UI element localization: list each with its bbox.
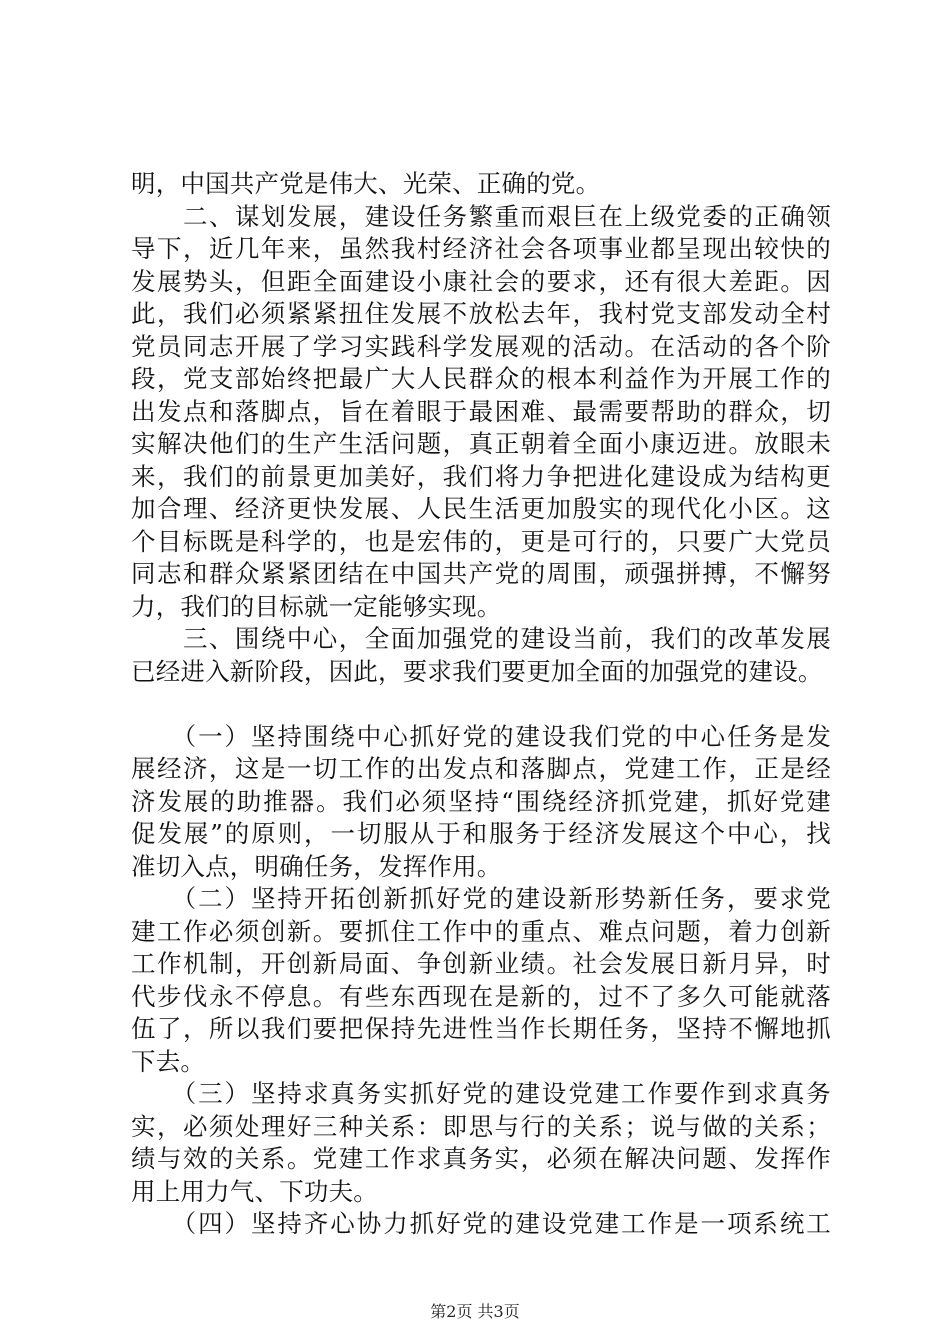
text-line: 展经济，这是一切工作的出发点和落脚点，党建工作，正是经 xyxy=(131,754,831,783)
text-line: （四）坚持齐心协力抓好党的建设党建工作是一项系统工 xyxy=(131,1209,831,1238)
text-line: 党员同志开展了学习实践科学发展观的活动。在活动的各个阶 xyxy=(131,331,831,361)
blank-line xyxy=(131,688,831,721)
text-line: （二）坚持开拓创新抓好党的建设新形势新任务，要求党 xyxy=(131,884,831,913)
text-line: 工作机制，开创新局面、争创新业绩。社会发展日新月异，时 xyxy=(131,949,831,978)
text-line: 促发展”的原则，一切服从于和服务于经济发展这个中心，找 xyxy=(131,819,831,848)
text-line: 济发展的助推器。我们必须坚持“围绕经济抓党建，抓好党建 xyxy=(131,786,831,816)
text-line: 用上用力气、下功夫。 xyxy=(131,1176,378,1206)
text-line: 此，我们必须紧紧扭住发展不放松去年，我村党支部发动全村 xyxy=(131,299,831,328)
text-line: 准切入点，明确任务，发挥作用。 xyxy=(131,851,502,881)
text-line: 出发点和落脚点，旨在着眼于最困难、最需要帮助的群众，切 xyxy=(131,396,831,426)
text-line: 伍了，所以我们要把保持先进性当作长期任务，坚持不懈地抓 xyxy=(131,1014,831,1043)
text-line: 建工作必须创新。要抓住工作中的重点、难点问题，着力创新 xyxy=(131,916,831,946)
text-line: （一）坚持围绕中心抓好党的建设我们党的中心任务是发 xyxy=(131,721,831,751)
text-line: 个目标既是科学的，也是宏伟的，更是可行的，只要广大党员 xyxy=(131,526,831,556)
text-line: 发展势头，但距全面建设小康社会的要求，还有很大差距。因 xyxy=(131,266,831,296)
text-line: （三）坚持求真务实抓好党的建设党建工作要作到求真务 xyxy=(131,1079,831,1108)
text-line: 力，我们的目标就一定能够实现。 xyxy=(131,591,502,621)
text-line: 三、围绕中心，全面加强党的建设当前，我们的改革发展 xyxy=(131,624,831,653)
text-line: 下去。 xyxy=(131,1046,206,1076)
text-line: 来，我们的前景更加美好，我们将力争把进化建设成为结构更 xyxy=(131,461,831,491)
document-body xyxy=(131,168,831,1241)
text-line: 代步伐永不停息。有些东西现在是新的，过不了多久可能就落 xyxy=(131,981,831,1011)
text-line: 加合理、经济更快发展、人民生活更加殷实的现代化小区。这 xyxy=(131,494,831,523)
text-line: 实，必须处理好三种关系：即思与行的关系；说与做的关系； xyxy=(131,1111,831,1141)
text-line: 已经进入新阶段，因此，要求我们要更加全面的加强党的建设。 xyxy=(131,656,823,686)
text-line: 绩与效的关系。党建工作求真务实，必须在解决问题、发挥作 xyxy=(131,1144,831,1173)
text-line: 实解决他们的生产生活问题，真正朝着全面小康迈进。放眼未 xyxy=(131,429,831,458)
text-line: 导下，近几年来，虽然我村经济社会各项事业都呈现出较快的 xyxy=(131,234,831,263)
text-line: 段，党支部始终把最广大人民群众的根本利益作为开展工作的 xyxy=(131,364,831,393)
text-line: 明，中国共产党是伟大、光荣、正确的党。 xyxy=(131,169,601,198)
text-line: 同志和群众紧紧团结在中国共产党的周围，顽强拼搏，不懈努 xyxy=(131,559,831,588)
page-number-footer: 第2页 共3页 xyxy=(430,1302,520,1321)
text-line: 二、谋划发展，建设任务繁重而艰巨在上级党委的正确领 xyxy=(131,201,831,231)
